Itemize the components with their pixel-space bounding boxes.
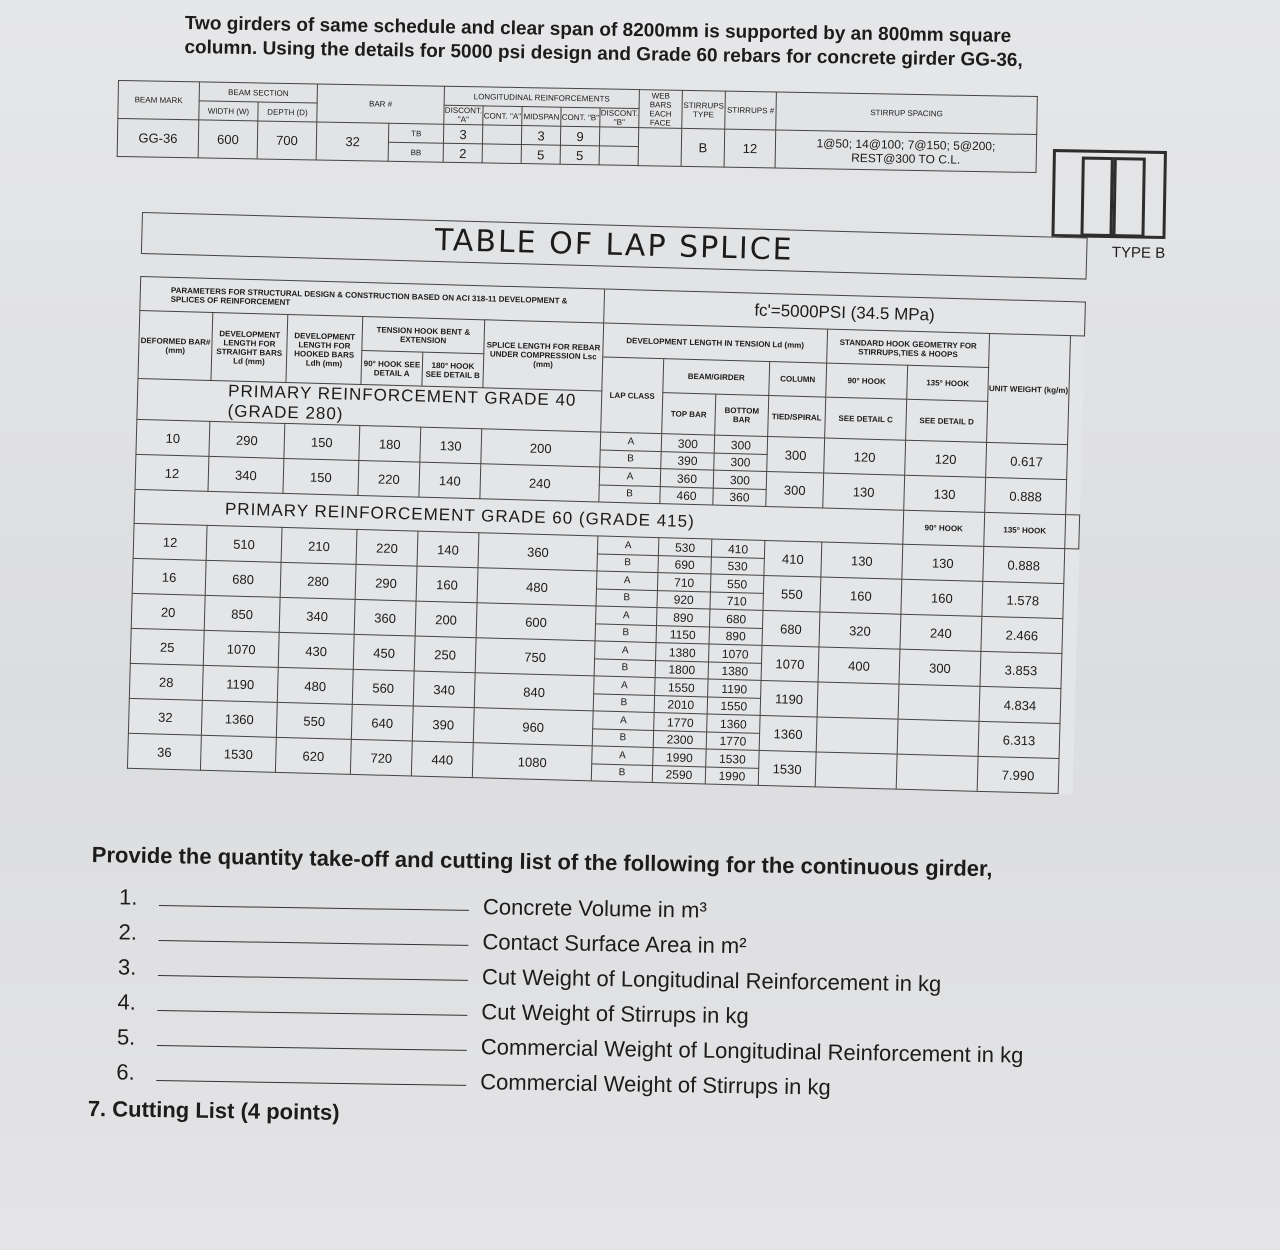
cell-ld: 340	[208, 456, 284, 493]
cell-class-a-bottom: 1190	[708, 679, 761, 698]
cell-unit-weight: 6.313	[978, 721, 1060, 758]
cell-std-90: 320	[819, 612, 901, 649]
cell-class-a-bottom: 1530	[706, 749, 759, 768]
cell-ld: 290	[209, 421, 285, 458]
cell-column: 550	[763, 575, 821, 612]
cell-std-90	[817, 682, 899, 719]
question-text: Cut Weight of Longitudinal Reinforcement in kg	[481, 964, 942, 997]
h-midspan: MIDSPAN	[522, 107, 561, 127]
stirrup-outer-hoop	[1051, 149, 1167, 239]
cell-class-a: A	[592, 746, 653, 766]
cell-unit-weight: 7.990	[977, 756, 1059, 793]
sched-bb: BB	[388, 142, 443, 162]
params-header: PARAMETERS FOR STRUCTURAL DESIGN & CONSTRUCTION BASED ON ACI 318-11 DEVELOPMENT & SPLICES OF REINFORCEMENT	[140, 276, 605, 323]
cell-bar: 16	[132, 558, 206, 595]
cell-class-b: B	[596, 589, 657, 608]
cell-class-a-top: 1990	[653, 748, 706, 767]
cell-ldh: 150	[283, 458, 359, 495]
h-std-135: 135° HOOK	[907, 365, 989, 401]
answer-blank[interactable]	[156, 1080, 466, 1086]
g60-blank	[1065, 515, 1080, 549]
type-b-label: TYPE B	[1111, 244, 1166, 262]
h-stirrups-type: STIRRUPS TYPE	[682, 90, 726, 129]
cell-class-a-top: 710	[657, 573, 710, 592]
g60-90-hook: 90° HOOK	[903, 510, 985, 546]
question-text: Commercial Weight of Stirrups in kg	[480, 1069, 831, 1100]
cell-class-a: A	[596, 606, 657, 626]
cell-lsc: 360	[478, 533, 598, 571]
h-beam-section: BEAM SECTION	[199, 82, 317, 103]
cell-std-90: 130	[823, 473, 905, 510]
question-number: 4.	[117, 989, 137, 1015]
cell-class-b-bottom: 1770	[706, 732, 759, 750]
cell-class-b-top: 1150	[656, 626, 709, 644]
g60-135-hook: 135° HOOK	[984, 512, 1066, 548]
bb-discont-a: 2	[443, 143, 482, 163]
beam-schedule-table	[117, 80, 1038, 173]
sched-tb: TB	[389, 123, 444, 143]
cell-class-b-bottom: 1990	[705, 767, 758, 785]
cell-class-b-top: 690	[658, 556, 711, 574]
cell-std-135: 120	[905, 440, 987, 477]
sched-spacing	[775, 130, 1037, 173]
cell-class-a: A	[594, 676, 655, 696]
problem-line-2: column. Using the details for 5000 psi design and Grade 60 rebars for concrete girder GG-36,	[184, 36, 1023, 72]
cell-ld: 1360	[201, 700, 277, 737]
cell-lsc: 480	[477, 568, 597, 606]
h-detail-c: SEE DETAIL C	[825, 397, 907, 440]
problem-statement	[184, 12, 1125, 75]
cell-180-hook: 390	[412, 706, 474, 743]
cell-class-b-bottom: 890	[709, 627, 762, 645]
cell-class-b: B	[593, 694, 654, 713]
problem-line-1: Two girders of same schedule and clear span of 8200mm is supported by an 800mm square	[184, 12, 1012, 47]
cell-class-b-top: 460	[660, 487, 713, 505]
h-beam-mark: BEAM MARK	[118, 81, 200, 120]
spacing-line-2: REST@300 TO C.L.	[851, 150, 961, 167]
cell-std-90: 160	[820, 577, 902, 614]
cell-lsc: 1080	[472, 743, 592, 781]
cell-lsc: 750	[475, 638, 595, 676]
question-text: Concrete Volume in m³	[482, 894, 707, 923]
cell-std-90: 400	[818, 647, 900, 684]
h-detail-d: SEE DETAIL D	[906, 399, 988, 442]
cell-column: 1070	[761, 645, 819, 682]
questions-block	[88, 842, 1172, 1139]
cell-class-b-bottom: 360	[713, 488, 766, 506]
answer-blank[interactable]	[157, 1045, 467, 1051]
cell-ld: 850	[204, 595, 280, 632]
cell-class-b-top: 390	[661, 452, 714, 470]
cell-180-hook: 250	[414, 636, 476, 673]
h-depth: DEPTH (D)	[258, 102, 317, 122]
cell-90-hook: 560	[352, 669, 414, 706]
cell-lsc: 200	[481, 429, 601, 467]
cell-column: 300	[767, 437, 825, 474]
h-tension-hook: TENSION HOOK BENT & EXTENSION	[362, 317, 485, 354]
cell-std-135: 240	[900, 614, 982, 651]
lap-splice-title: TABLE OF LAP SPLICE	[141, 212, 1088, 280]
cell-bar: 12	[135, 454, 209, 491]
question-number: 3.	[117, 954, 137, 980]
tb-cont-b: 9	[560, 126, 599, 146]
cell-class-a-top: 530	[658, 538, 711, 557]
cell-unit-weight: 3.853	[980, 651, 1062, 688]
cell-std-135: 130	[904, 475, 986, 512]
cell-std-90: 120	[824, 438, 906, 475]
cell-class-b-bottom: 1380	[708, 662, 761, 680]
cell-unit-weight: 2.466	[981, 616, 1063, 653]
sched-width: 600	[198, 120, 258, 159]
cell-ld: 1190	[202, 665, 278, 702]
cell-180-hook: 140	[417, 531, 479, 568]
cell-class-a-top: 1380	[656, 643, 709, 662]
cell-bar: 25	[130, 628, 204, 665]
h-unit-weight: UNIT WEIGHT (kg/m)	[987, 333, 1071, 444]
cell-column: 300	[766, 471, 824, 508]
cell-unit-weight: 0.888	[983, 546, 1065, 583]
fc-header: fc'=5000PSI (34.5 MPa)	[604, 289, 1086, 336]
cell-class-a: A	[600, 432, 661, 452]
cell-class-b-bottom: 530	[711, 557, 764, 575]
h-beam-girder: BEAM/GIRDER	[663, 359, 770, 396]
answer-blank[interactable]	[158, 940, 468, 946]
cell-unit-weight: 0.888	[985, 477, 1067, 514]
h-web-bars: WEB BARS EACH FACE	[639, 90, 683, 129]
grade40-header: PRIMARY REINFORCEMENT GRADE 40 (GRADE 280)	[137, 378, 602, 432]
lap-splice-section	[127, 212, 1088, 794]
questions-intro: Provide the quantity take-off and cutting list of the following for the continuous girder,	[91, 842, 993, 882]
cell-class-a: A	[597, 536, 658, 556]
cell-std-135	[897, 719, 979, 756]
question-number: 5.	[116, 1024, 136, 1050]
h-stirrup-spacing: STIRRUP SPACING	[776, 92, 1038, 135]
answer-blank[interactable]	[159, 905, 469, 911]
sched-bar: 32	[316, 122, 389, 161]
h-ld: DEVELOPMENT LENGTH FOR STRAIGHT BARS Ld (mm)	[211, 312, 288, 382]
h-90-hook: 90° HOOK SEE DETAIL A	[361, 350, 423, 386]
cell-ldh: 550	[276, 702, 352, 739]
cell-column: 1360	[759, 715, 817, 752]
cell-class-b-bottom: 710	[710, 592, 763, 610]
cell-180-hook: 160	[416, 566, 478, 603]
cell-90-hook: 220	[356, 529, 418, 566]
cell-180-hook: 340	[413, 671, 475, 708]
cell-ldh: 210	[281, 527, 357, 564]
cell-lsc: 600	[476, 603, 596, 641]
sched-stirrup-bar: 12	[724, 129, 776, 168]
cell-ldh: 620	[275, 737, 351, 774]
cell-lsc: 240	[480, 464, 600, 502]
cell-class-b-top: 2300	[653, 731, 706, 749]
bb-discont-b	[599, 146, 638, 166]
cell-std-135: 300	[899, 649, 981, 686]
stirrup-inner-hoop-right	[1112, 157, 1145, 238]
cell-class-a-bottom: 1070	[709, 644, 762, 663]
question-number: 2.	[118, 919, 138, 945]
answer-blank[interactable]	[157, 1010, 467, 1016]
cell-ldh: 280	[280, 562, 356, 599]
cell-class-b-top: 2590	[652, 766, 705, 784]
cell-class-b: B	[592, 729, 653, 748]
cell-class-b: B	[599, 485, 660, 504]
cell-class-b-top: 920	[657, 591, 710, 609]
tb-discont-a: 3	[443, 124, 482, 144]
cell-lsc: 840	[474, 673, 594, 711]
cell-class-a-bottom: 300	[714, 435, 767, 454]
cell-90-hook: 720	[350, 739, 412, 776]
cell-ldh: 480	[277, 667, 353, 704]
h-ldh: DEVELOPMENT LENGTH FOR HOOKED BARS Ldh (mm)	[286, 314, 363, 384]
cell-90-hook: 180	[359, 425, 421, 462]
tb-cont-a	[482, 125, 521, 145]
h-stirrups: STIRRUPS #	[725, 91, 777, 130]
sched-type: B	[681, 128, 725, 167]
question-text: Cut Weight of Stirrups in kg	[481, 999, 749, 1029]
h-bar: BAR #	[317, 84, 445, 124]
cell-bar: 28	[129, 663, 203, 700]
h-std-hook: STANDARD HOOK GEOMETRY FOR STIRRUPS,TIES & HOOPS	[827, 329, 990, 367]
cell-unit-weight: 0.617	[986, 442, 1068, 479]
cell-180-hook: 140	[419, 462, 481, 499]
h-std-90: 90° HOOK	[826, 363, 908, 399]
cell-class-a-top: 1770	[654, 713, 707, 732]
h-column: COLUMN	[769, 362, 827, 398]
cell-bar: 10	[136, 419, 210, 456]
cell-180-hook: 440	[411, 741, 473, 778]
cell-bar: 12	[133, 523, 207, 560]
h-long-reinf: LONGITUDINAL REINFORCEMENTS	[444, 86, 639, 108]
h-tied-spiral: TIED/SPIRAL	[768, 396, 826, 439]
cell-class-a-bottom: 1360	[707, 714, 760, 733]
cell-class-b: B	[591, 764, 652, 783]
h-discont-a: DISCONT. "A"	[444, 105, 483, 125]
h-deformed-bar: DEFORMED BAR# (mm)	[138, 310, 213, 380]
cell-column: 680	[762, 610, 820, 647]
h-discont-b: DISCONT. "B"	[600, 108, 639, 127]
cell-std-135: 160	[901, 579, 983, 616]
cell-class-a: A	[599, 467, 660, 487]
question-text: Contact Surface Area in m²	[482, 929, 747, 959]
cell-std-90	[816, 717, 898, 754]
cell-class-a-bottom: 300	[713, 470, 766, 489]
cell-class-b: B	[595, 624, 656, 643]
cell-std-90: 130	[821, 542, 903, 579]
cell-class-b: B	[597, 554, 658, 573]
bb-cont-a	[482, 144, 521, 164]
cell-class-a-top: 360	[660, 469, 713, 488]
cell-std-135	[896, 754, 978, 791]
cell-ld: 680	[205, 560, 281, 597]
cell-class-a: A	[593, 711, 654, 731]
cell-ldh: 430	[278, 632, 354, 669]
h-bottom-bar: BOTTOM BAR	[715, 394, 769, 436]
tb-midspan: 3	[521, 126, 560, 146]
cell-column: 1190	[760, 680, 818, 717]
h-dev-tension: DEVELOPMENT LENGTH IN TENSION Ld (mm)	[603, 323, 828, 363]
cell-column: 410	[764, 540, 822, 577]
lap-splice-table	[127, 276, 1086, 794]
sched-mark: GG-36	[117, 119, 199, 158]
cell-class-b-top: 2010	[654, 696, 707, 714]
cell-lsc: 960	[473, 708, 593, 746]
grade60-header: PRIMARY REINFORCEMENT GRADE 60 (GRADE 415)	[134, 489, 904, 544]
cell-class-a-top: 890	[657, 608, 710, 627]
cell-class-a-bottom: 680	[709, 609, 762, 628]
cell-class-b: B	[600, 450, 661, 469]
cell-std-135	[898, 684, 980, 721]
cell-ld: 1530	[200, 735, 276, 772]
cell-column: 1530	[758, 750, 816, 787]
cell-bar: 36	[127, 733, 201, 770]
cell-ldh: 340	[279, 597, 355, 634]
cell-class-a-top: 1550	[655, 678, 708, 697]
cell-90-hook: 640	[351, 704, 413, 741]
cell-ldh: 150	[284, 423, 360, 460]
h-cont-b: CONT. "B"	[561, 107, 600, 127]
cell-std-90	[815, 752, 897, 789]
cell-ld: 510	[206, 525, 282, 562]
cell-std-135: 130	[902, 544, 984, 581]
cell-bar: 32	[128, 698, 202, 735]
cell-unit-weight: 1.578	[982, 581, 1064, 618]
cell-ld: 1070	[203, 630, 279, 667]
stirrup-inner-hoop-left	[1080, 157, 1113, 238]
bb-midspan: 5	[521, 145, 560, 165]
cell-class-a: A	[595, 641, 656, 661]
question-number: 6.	[116, 1059, 135, 1085]
cutting-list-item: 7. Cutting List (4 points)	[87, 1095, 340, 1125]
question-number: 1.	[118, 884, 138, 910]
tb-discont-b	[599, 127, 638, 147]
cell-180-hook: 130	[420, 427, 482, 464]
cell-class-b-top: 1800	[655, 661, 708, 679]
cell-90-hook: 290	[355, 564, 417, 601]
cell-90-hook: 360	[354, 599, 416, 636]
h-top-bar: TOP BAR	[662, 393, 716, 435]
cell-class-a: A	[596, 571, 657, 591]
cell-class-b-bottom: 1550	[707, 697, 760, 715]
cell-class-b-bottom: 300	[714, 453, 767, 471]
spacing-line-1: 1@50; 14@100; 7@150; 5@200;	[816, 135, 996, 153]
h-cont-a: CONT. "A"	[483, 106, 522, 126]
cell-180-hook: 200	[415, 601, 477, 638]
h-splice: SPLICE LENGTH FOR REBAR UNDER COMPRESSION Lsc (mm)	[483, 320, 604, 391]
cell-class-b: B	[594, 659, 655, 678]
sched-web	[638, 128, 682, 167]
cell-90-hook: 450	[353, 634, 415, 671]
grade60-rows	[127, 523, 1078, 793]
cell-unit-weight: 4.834	[979, 686, 1061, 723]
cell-90-hook: 220	[358, 460, 420, 497]
cell-class-a-top: 300	[661, 434, 714, 453]
answer-blank[interactable]	[158, 975, 468, 981]
h-lap-class: LAP CLASS	[601, 357, 664, 434]
bb-cont-b: 5	[560, 145, 599, 165]
sched-depth: 700	[257, 121, 317, 160]
h-width: WIDTH (W)	[199, 101, 258, 121]
cell-bar: 20	[131, 593, 205, 630]
question-list	[88, 884, 1171, 1111]
h-180-hook: 180° HOOK SEE DETAIL B	[422, 352, 484, 388]
question-text: Commercial Weight of Longitudinal Reinforcement in kg	[480, 1034, 1024, 1068]
cell-class-a-bottom: 550	[710, 574, 763, 593]
cell-class-a-bottom: 410	[711, 539, 764, 558]
